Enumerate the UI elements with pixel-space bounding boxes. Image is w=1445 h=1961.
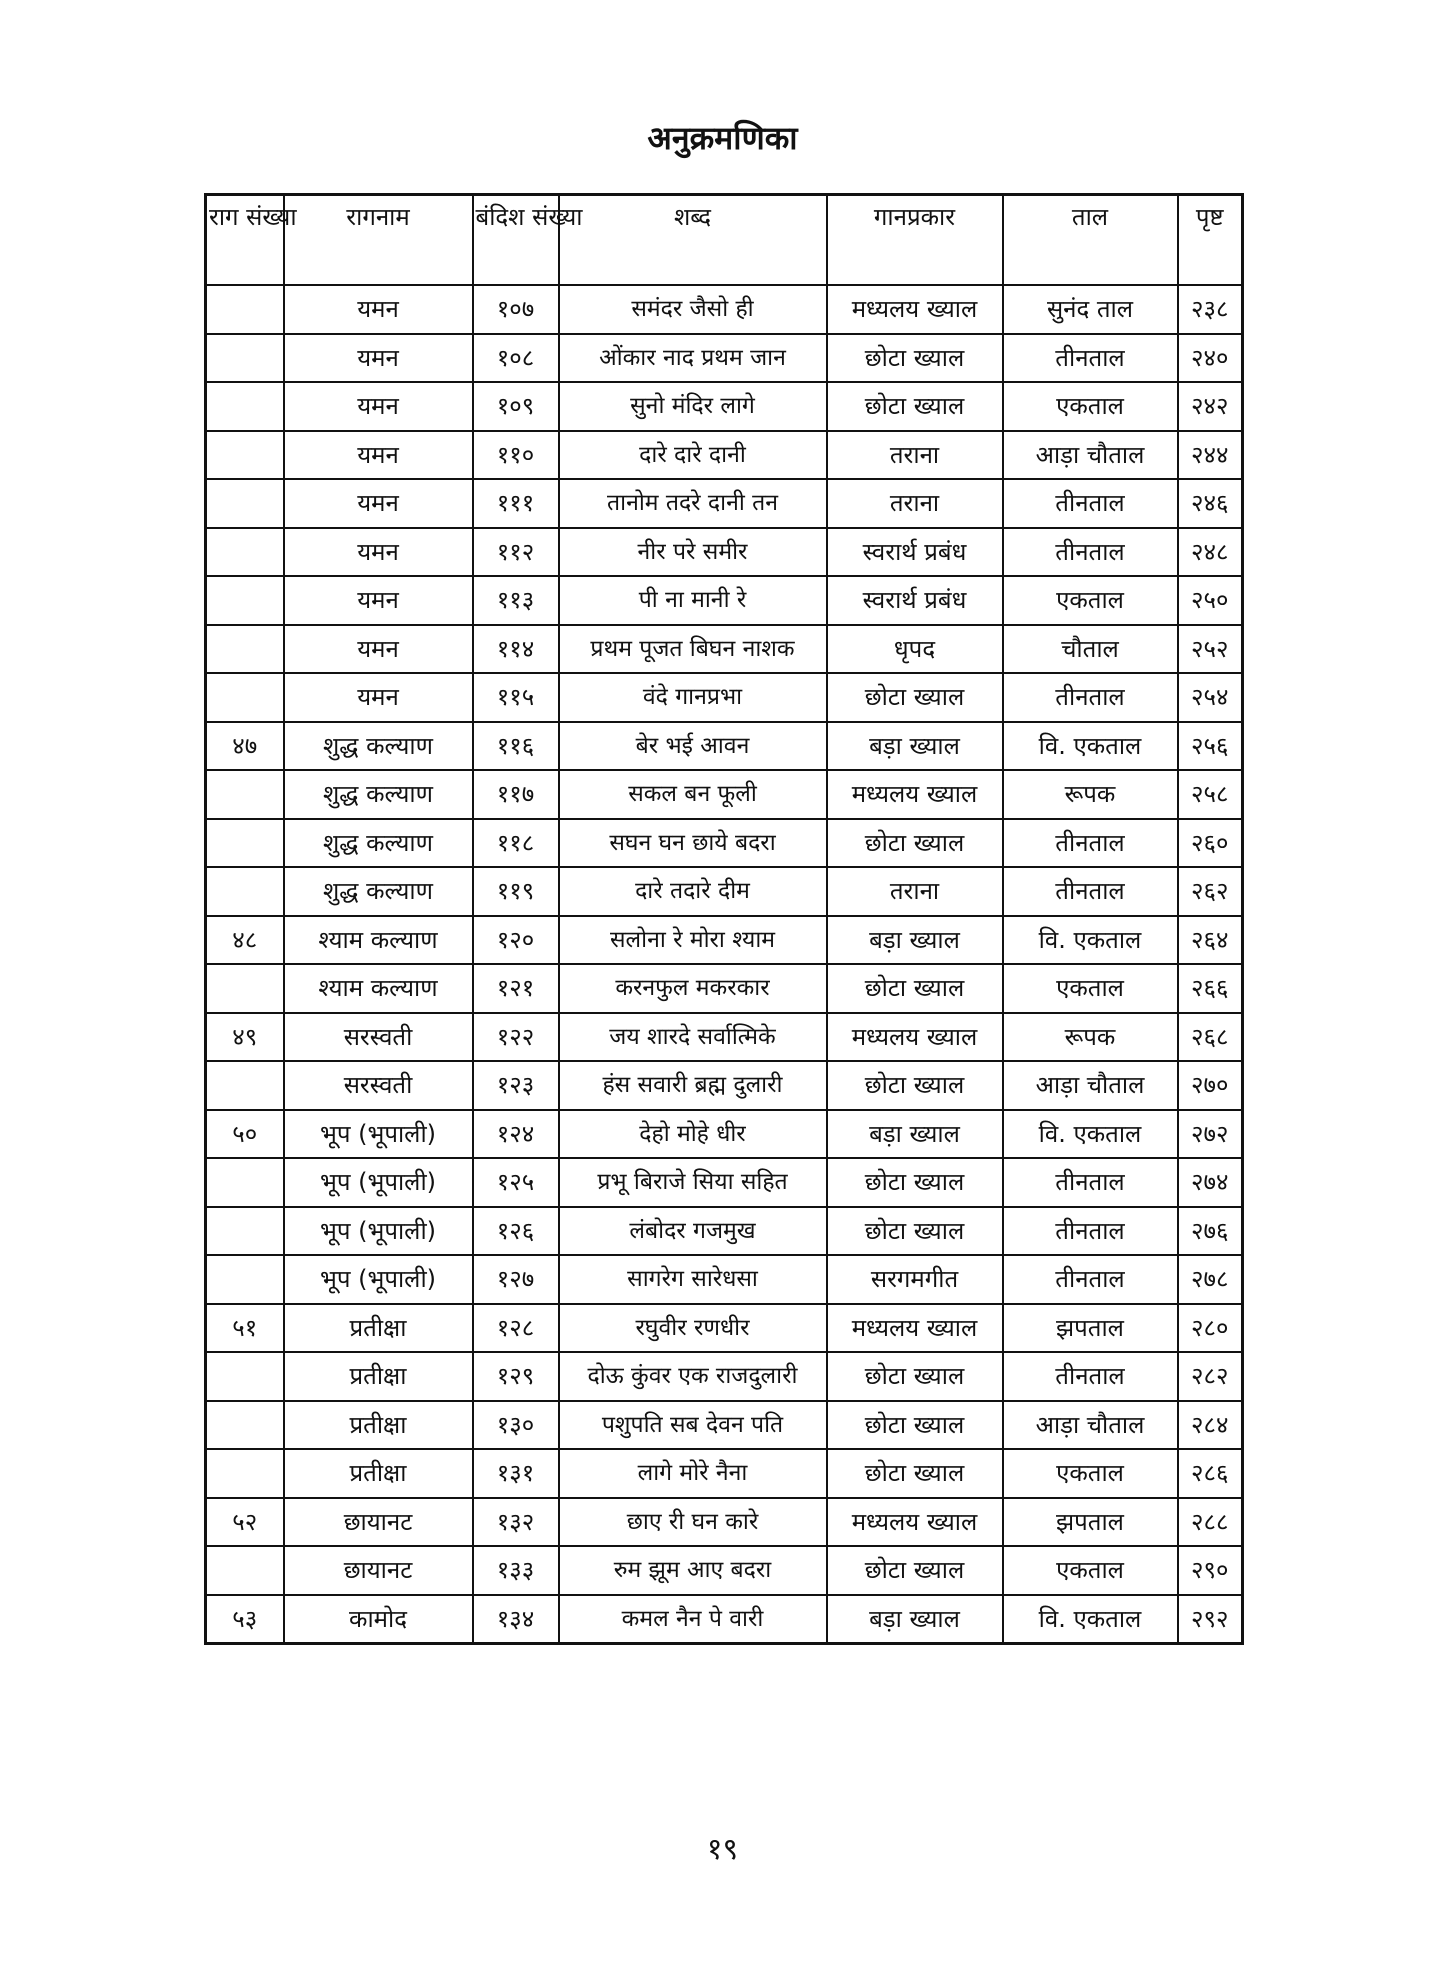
- page-ref-cell: २४४: [1178, 431, 1243, 480]
- page-ref-cell: २७०: [1178, 1061, 1243, 1110]
- bandish-words-cell: हंस सवारी ब्रह्म दुलारी: [559, 1061, 827, 1110]
- raag-number-cell: [206, 334, 284, 383]
- bandish-words-cell: सलोना रे मोरा श्याम: [559, 916, 827, 965]
- bandish-words-cell: वंदे गानप्रभा: [559, 673, 827, 722]
- table-row: [206, 1061, 1243, 1110]
- raag-name-cell: श्याम कल्याण: [284, 916, 473, 965]
- taal-cell: रूपक: [1003, 770, 1178, 819]
- bandish-number-cell: १२८: [473, 1304, 559, 1353]
- raag-number-cell: ५१: [206, 1304, 284, 1353]
- taal-cell: चौताल: [1003, 625, 1178, 674]
- page-ref-cell: २५८: [1178, 770, 1243, 819]
- raag-number-cell: [206, 770, 284, 819]
- taal-cell: रूपक: [1003, 1013, 1178, 1062]
- gaan-prakar-cell: बड़ा ख्याल: [827, 916, 1003, 965]
- table-row: [206, 334, 1243, 383]
- taal-cell: तीनताल: [1003, 1255, 1178, 1304]
- raag-number-cell: [206, 867, 284, 916]
- taal-cell: वि. एकताल: [1003, 1110, 1178, 1159]
- page-ref-cell: २५४: [1178, 673, 1243, 722]
- bandish-number-cell: ११३: [473, 576, 559, 625]
- taal-cell: तीनताल: [1003, 528, 1178, 577]
- bandish-number-cell: १३३: [473, 1546, 559, 1595]
- header-bandish-sankhya: बंदिश संख्या: [473, 195, 559, 286]
- bandish-words-cell: तानोम तदरे दानी तन: [559, 479, 827, 528]
- raag-number-cell: [206, 1158, 284, 1207]
- raag-name-cell: यमन: [284, 382, 473, 431]
- gaan-prakar-cell: स्वरार्थ प्रबंध: [827, 576, 1003, 625]
- bandish-number-cell: १३१: [473, 1449, 559, 1498]
- table-row: [206, 285, 1243, 334]
- bandish-number-cell: ११५: [473, 673, 559, 722]
- raag-name-cell: भूप (भूपाली): [284, 1110, 473, 1159]
- gaan-prakar-cell: छोटा ख्याल: [827, 382, 1003, 431]
- taal-cell: तीनताल: [1003, 1352, 1178, 1401]
- taal-cell: तीनताल: [1003, 334, 1178, 383]
- bandish-number-cell: १२९: [473, 1352, 559, 1401]
- page-ref-cell: २४६: [1178, 479, 1243, 528]
- header-raagnaam: रागनाम: [284, 195, 473, 286]
- gaan-prakar-cell: छोटा ख्याल: [827, 673, 1003, 722]
- bandish-number-cell: १३२: [473, 1498, 559, 1547]
- table-row: [206, 916, 1243, 965]
- raag-number-cell: [206, 528, 284, 577]
- gaan-prakar-cell: मध्यलय ख्याल: [827, 1304, 1003, 1353]
- table-row: [206, 867, 1243, 916]
- table-row: [206, 964, 1243, 1013]
- index-table: [204, 193, 1244, 1645]
- bandish-words-cell: जय शारदे सर्वात्मिके: [559, 1013, 827, 1062]
- table-row: [206, 1158, 1243, 1207]
- bandish-number-cell: ११२: [473, 528, 559, 577]
- taal-cell: एकताल: [1003, 576, 1178, 625]
- header-prishth: पृष्ट: [1178, 195, 1243, 286]
- gaan-prakar-cell: धृपद: [827, 625, 1003, 674]
- bandish-number-cell: १०८: [473, 334, 559, 383]
- header-gaanprakar: गानप्रकार: [827, 195, 1003, 286]
- gaan-prakar-cell: छोटा ख्याल: [827, 1401, 1003, 1450]
- gaan-prakar-cell: मध्यलय ख्याल: [827, 1498, 1003, 1547]
- bandish-number-cell: ११९: [473, 867, 559, 916]
- table-row: [206, 1304, 1243, 1353]
- bandish-words-cell: रघुवीर रणधीर: [559, 1304, 827, 1353]
- taal-cell: वि. एकताल: [1003, 916, 1178, 965]
- page-ref-cell: २९२: [1178, 1595, 1243, 1644]
- bandish-words-cell: ओंकार नाद प्रथम जान: [559, 334, 827, 383]
- gaan-prakar-cell: छोटा ख्याल: [827, 1449, 1003, 1498]
- raag-name-cell: यमन: [284, 479, 473, 528]
- raag-name-cell: प्रतीक्षा: [284, 1449, 473, 1498]
- taal-cell: तीनताल: [1003, 1158, 1178, 1207]
- bandish-number-cell: १२६: [473, 1207, 559, 1256]
- raag-name-cell: भूप (भूपाली): [284, 1207, 473, 1256]
- raag-name-cell: शुद्ध कल्याण: [284, 867, 473, 916]
- gaan-prakar-cell: छोटा ख्याल: [827, 1352, 1003, 1401]
- bandish-number-cell: १०९: [473, 382, 559, 431]
- bandish-number-cell: १३४: [473, 1595, 559, 1644]
- bandish-words-cell: देहो मोहे धीर: [559, 1110, 827, 1159]
- bandish-number-cell: ११४: [473, 625, 559, 674]
- raag-number-cell: [206, 1255, 284, 1304]
- header-taal: ताल: [1003, 195, 1178, 286]
- bandish-number-cell: १३०: [473, 1401, 559, 1450]
- table-header-row: [206, 195, 1243, 286]
- taal-cell: एकताल: [1003, 1449, 1178, 1498]
- raag-number-cell: [206, 1546, 284, 1595]
- gaan-prakar-cell: मध्यलय ख्याल: [827, 770, 1003, 819]
- bandish-words-cell: पी ना मानी रे: [559, 576, 827, 625]
- bandish-words-cell: कमल नैन पे वारी: [559, 1595, 827, 1644]
- page-ref-cell: २६६: [1178, 964, 1243, 1013]
- gaan-prakar-cell: बड़ा ख्याल: [827, 1595, 1003, 1644]
- taal-cell: वि. एकताल: [1003, 722, 1178, 771]
- bandish-words-cell: सुनो मंदिर लागे: [559, 382, 827, 431]
- table-row: [206, 1207, 1243, 1256]
- table-row: [206, 1255, 1243, 1304]
- raag-name-cell: सरस्वती: [284, 1013, 473, 1062]
- raag-name-cell: छायानट: [284, 1498, 473, 1547]
- bandish-words-cell: नीर परे समीर: [559, 528, 827, 577]
- bandish-words-cell: सकल बन फूली: [559, 770, 827, 819]
- raag-number-cell: [206, 625, 284, 674]
- table-body: [206, 285, 1243, 1644]
- page-ref-cell: २४८: [1178, 528, 1243, 577]
- bandish-words-cell: सागरेग सारेधसा: [559, 1255, 827, 1304]
- bandish-number-cell: १०७: [473, 285, 559, 334]
- bandish-words-cell: दोऊ कुंवर एक राजदुलारी: [559, 1352, 827, 1401]
- bandish-number-cell: १२०: [473, 916, 559, 965]
- taal-cell: एकताल: [1003, 382, 1178, 431]
- raag-name-cell: प्रतीक्षा: [284, 1401, 473, 1450]
- bandish-number-cell: १११: [473, 479, 559, 528]
- bandish-number-cell: ११०: [473, 431, 559, 480]
- bandish-words-cell: लंबोदर गजमुख: [559, 1207, 827, 1256]
- raag-number-cell: [206, 964, 284, 1013]
- raag-name-cell: भूप (भूपाली): [284, 1158, 473, 1207]
- raag-number-cell: ५२: [206, 1498, 284, 1547]
- gaan-prakar-cell: छोटा ख्याल: [827, 1158, 1003, 1207]
- page-ref-cell: २६४: [1178, 916, 1243, 965]
- raag-name-cell: सरस्वती: [284, 1061, 473, 1110]
- taal-cell: आड़ा चौताल: [1003, 1061, 1178, 1110]
- raag-number-cell: [206, 673, 284, 722]
- page-ref-cell: २७८: [1178, 1255, 1243, 1304]
- table-row: [206, 673, 1243, 722]
- raag-number-cell: [206, 1207, 284, 1256]
- taal-cell: झपताल: [1003, 1304, 1178, 1353]
- page-ref-cell: २५०: [1178, 576, 1243, 625]
- raag-number-cell: [206, 285, 284, 334]
- raag-number-cell: [206, 1401, 284, 1450]
- raag-name-cell: छायानट: [284, 1546, 473, 1595]
- bandish-number-cell: १२५: [473, 1158, 559, 1207]
- raag-number-cell: [206, 1449, 284, 1498]
- table-row: [206, 625, 1243, 674]
- gaan-prakar-cell: मध्यलय ख्याल: [827, 1013, 1003, 1062]
- bandish-words-cell: करनफुल मकरकार: [559, 964, 827, 1013]
- page-ref-cell: २८८: [1178, 1498, 1243, 1547]
- bandish-words-cell: रुम झूम आए बदरा: [559, 1546, 827, 1595]
- taal-cell: सुनंद ताल: [1003, 285, 1178, 334]
- taal-cell: तीनताल: [1003, 867, 1178, 916]
- taal-cell: वि. एकताल: [1003, 1595, 1178, 1644]
- raag-name-cell: यमन: [284, 285, 473, 334]
- gaan-prakar-cell: स्वरार्थ प्रबंध: [827, 528, 1003, 577]
- taal-cell: एकताल: [1003, 1546, 1178, 1595]
- raag-name-cell: यमन: [284, 673, 473, 722]
- raag-number-cell: ४७: [206, 722, 284, 771]
- table-row: [206, 819, 1243, 868]
- table-row: [206, 576, 1243, 625]
- page-ref-cell: २७६: [1178, 1207, 1243, 1256]
- page-ref-cell: २७२: [1178, 1110, 1243, 1159]
- page-ref-cell: २६०: [1178, 819, 1243, 868]
- raag-name-cell: यमन: [284, 576, 473, 625]
- table-row: [206, 431, 1243, 480]
- bandish-words-cell: समंदर जैसो ही: [559, 285, 827, 334]
- raag-name-cell: प्रतीक्षा: [284, 1352, 473, 1401]
- raag-name-cell: शुद्ध कल्याण: [284, 722, 473, 771]
- bandish-number-cell: ११७: [473, 770, 559, 819]
- gaan-prakar-cell: तराना: [827, 431, 1003, 480]
- bandish-number-cell: ११६: [473, 722, 559, 771]
- page-ref-cell: २४२: [1178, 382, 1243, 431]
- raag-name-cell: यमन: [284, 334, 473, 383]
- raag-name-cell: शुद्ध कल्याण: [284, 770, 473, 819]
- raag-name-cell: यमन: [284, 528, 473, 577]
- raag-name-cell: प्रतीक्षा: [284, 1304, 473, 1353]
- gaan-prakar-cell: छोटा ख्याल: [827, 1546, 1003, 1595]
- taal-cell: तीनताल: [1003, 819, 1178, 868]
- page-ref-cell: २६२: [1178, 867, 1243, 916]
- raag-number-cell: ४८: [206, 916, 284, 965]
- page-ref-cell: २८४: [1178, 1401, 1243, 1450]
- bandish-number-cell: १२२: [473, 1013, 559, 1062]
- table-row: [206, 1546, 1243, 1595]
- raag-number-cell: [206, 382, 284, 431]
- raag-number-cell: [206, 479, 284, 528]
- taal-cell: आड़ा चौताल: [1003, 1401, 1178, 1450]
- page-ref-cell: २८२: [1178, 1352, 1243, 1401]
- raag-name-cell: भूप (भूपाली): [284, 1255, 473, 1304]
- table-row: [206, 770, 1243, 819]
- raag-number-cell: [206, 1061, 284, 1110]
- table-row: [206, 382, 1243, 431]
- raag-name-cell: श्याम कल्याण: [284, 964, 473, 1013]
- table-row: [206, 1013, 1243, 1062]
- table-row: [206, 1401, 1243, 1450]
- table-row: [206, 1498, 1243, 1547]
- gaan-prakar-cell: तराना: [827, 479, 1003, 528]
- page-ref-cell: २७४: [1178, 1158, 1243, 1207]
- page-ref-cell: २९०: [1178, 1546, 1243, 1595]
- bandish-number-cell: १२१: [473, 964, 559, 1013]
- table-row: [206, 1595, 1243, 1644]
- taal-cell: एकताल: [1003, 964, 1178, 1013]
- table-row: [206, 722, 1243, 771]
- raag-name-cell: कामोद: [284, 1595, 473, 1644]
- table-row: [206, 1449, 1243, 1498]
- page-ref-cell: २८६: [1178, 1449, 1243, 1498]
- raag-number-cell: ५०: [206, 1110, 284, 1159]
- bandish-words-cell: प्रथम पूजत बिघन नाशक: [559, 625, 827, 674]
- table-row: [206, 1110, 1243, 1159]
- bandish-words-cell: बेर भई आवन: [559, 722, 827, 771]
- page-ref-cell: २५६: [1178, 722, 1243, 771]
- taal-cell: आड़ा चौताल: [1003, 431, 1178, 480]
- page-number: १९: [706, 1832, 739, 1867]
- page-ref-cell: २५२: [1178, 625, 1243, 674]
- taal-cell: तीनताल: [1003, 1207, 1178, 1256]
- page-ref-cell: २८०: [1178, 1304, 1243, 1353]
- table-row: [206, 1352, 1243, 1401]
- raag-number-cell: [206, 576, 284, 625]
- page-ref-cell: २६८: [1178, 1013, 1243, 1062]
- gaan-prakar-cell: छोटा ख्याल: [827, 964, 1003, 1013]
- gaan-prakar-cell: छोटा ख्याल: [827, 819, 1003, 868]
- bandish-words-cell: सघन घन छाये बदरा: [559, 819, 827, 868]
- page-ref-cell: २४०: [1178, 334, 1243, 383]
- taal-cell: तीनताल: [1003, 673, 1178, 722]
- table-row: [206, 528, 1243, 577]
- bandish-words-cell: दारे तदारे दीम: [559, 867, 827, 916]
- raag-number-cell: [206, 431, 284, 480]
- bandish-words-cell: प्रभू बिराजे सिया सहित: [559, 1158, 827, 1207]
- bandish-number-cell: १२४: [473, 1110, 559, 1159]
- bandish-number-cell: १२७: [473, 1255, 559, 1304]
- gaan-prakar-cell: छोटा ख्याल: [827, 1207, 1003, 1256]
- raag-number-cell: ५३: [206, 1595, 284, 1644]
- bandish-words-cell: लागे मोरे नैना: [559, 1449, 827, 1498]
- raag-number-cell: [206, 819, 284, 868]
- header-raag-sankhya: राग संख्या: [206, 195, 284, 286]
- taal-cell: तीनताल: [1003, 479, 1178, 528]
- gaan-prakar-cell: बड़ा ख्याल: [827, 722, 1003, 771]
- bandish-words-cell: छाए री घन कारे: [559, 1498, 827, 1547]
- taal-cell: झपताल: [1003, 1498, 1178, 1547]
- raag-name-cell: यमन: [284, 625, 473, 674]
- table-row: [206, 479, 1243, 528]
- raag-number-cell: [206, 1352, 284, 1401]
- gaan-prakar-cell: तराना: [827, 867, 1003, 916]
- gaan-prakar-cell: सरगमगीत: [827, 1255, 1003, 1304]
- raag-number-cell: ४९: [206, 1013, 284, 1062]
- raag-name-cell: यमन: [284, 431, 473, 480]
- header-shabd: शब्द: [559, 195, 827, 286]
- bandish-words-cell: पशुपति सब देवन पति: [559, 1401, 827, 1450]
- page-ref-cell: २३८: [1178, 285, 1243, 334]
- gaan-prakar-cell: मध्यलय ख्याल: [827, 285, 1003, 334]
- bandish-words-cell: दारे दारे दानी: [559, 431, 827, 480]
- raag-name-cell: शुद्ध कल्याण: [284, 819, 473, 868]
- bandish-number-cell: ११८: [473, 819, 559, 868]
- gaan-prakar-cell: छोटा ख्याल: [827, 334, 1003, 383]
- page-title: अनुक्रमणिका: [647, 119, 798, 157]
- gaan-prakar-cell: छोटा ख्याल: [827, 1061, 1003, 1110]
- bandish-number-cell: १२३: [473, 1061, 559, 1110]
- gaan-prakar-cell: बड़ा ख्याल: [827, 1110, 1003, 1159]
